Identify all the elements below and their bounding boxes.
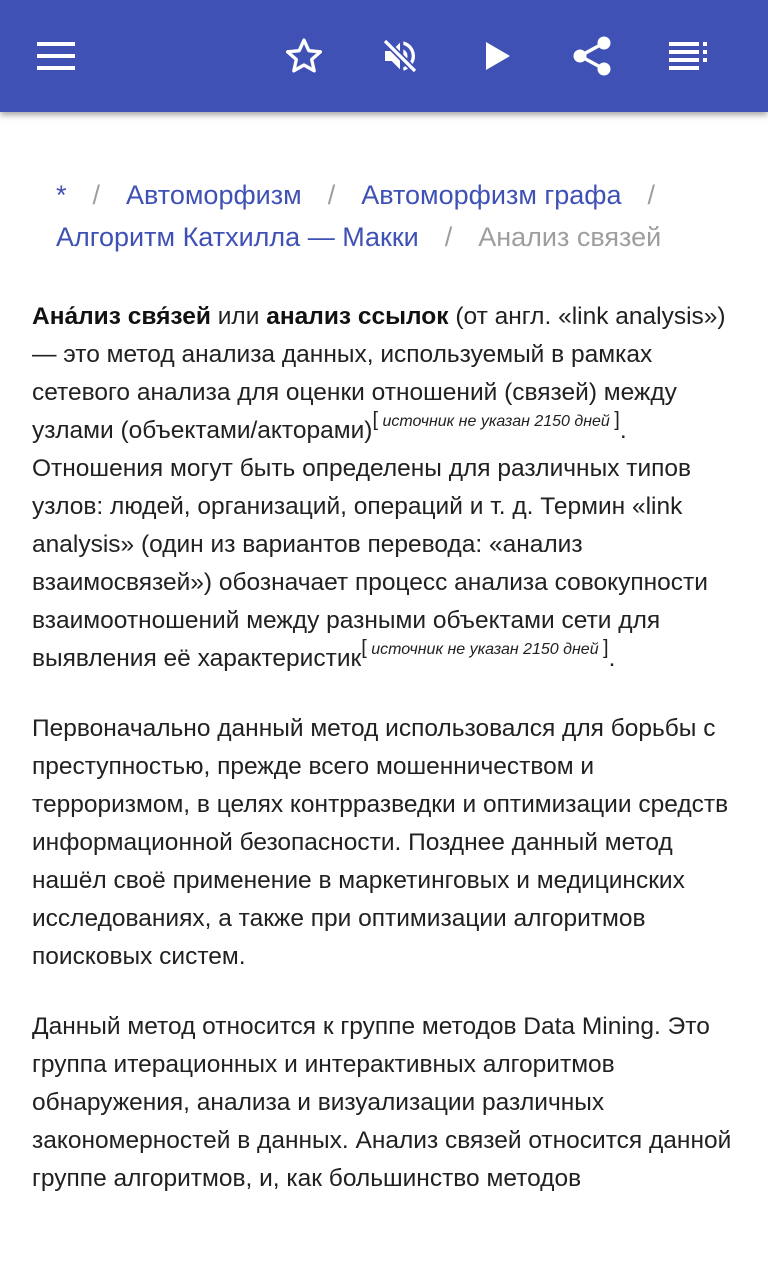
paragraph-1 (32, 298, 732, 678)
text-or: или (210, 303, 267, 330)
article-body (32, 298, 732, 1230)
breadcrumb-item-cuthill-mckee[interactable]: Алгоритм Катхилла — Макки (56, 222, 419, 252)
volume-off-icon (380, 36, 420, 76)
term-reference-analysis: анализ ссылок (266, 303, 449, 330)
breadcrumb-item-root[interactable]: * (56, 180, 67, 210)
paragraph-1-text-b: . Отношения могут быть определены для различных типов узлов: людей, организаций, операций и т. д. Термин «link analysis» (один из вариантов перевода: «анализ взаимосвязей») обозначает процесс анализа совокупности взаимоотношений между разными объектами сети для выявления её характеристик (32, 417, 708, 672)
breadcrumb-current: Анализ связей (478, 222, 662, 252)
breadcrumb-separator: / (647, 180, 656, 210)
article-content (0, 112, 768, 1280)
app-toolbar (0, 0, 768, 112)
share-icon (572, 35, 612, 77)
breadcrumb-separator: / (92, 180, 101, 210)
toc-icon (669, 42, 707, 70)
citation-needed[interactable]: [ источник не указан 2150 дней ] (361, 637, 609, 659)
share-button[interactable] (564, 28, 620, 84)
toc-button[interactable] (660, 28, 716, 84)
play-icon (483, 40, 513, 72)
citation-text: источник не указан 2150 дней (382, 413, 610, 430)
star-icon (284, 36, 324, 76)
breadcrumb-item-automorphism[interactable]: Автоморфизм (126, 180, 302, 210)
paragraph-3: Данный метод относится к группе методов Data Mining. Это группа итерационных и интерактивных алгоритмов обнаружения, анализа и визуализации различных закономерностей в данных. Анализ связей относится данной группе алгоритмов, и, как большинство методов (32, 1013, 732, 1192)
play-button[interactable] (470, 28, 526, 84)
breadcrumb (56, 174, 736, 258)
paragraph-1-text-c: . (608, 645, 616, 672)
citation-text: источник не указан 2150 дней (371, 641, 599, 658)
mute-button[interactable] (372, 28, 428, 84)
menu-button[interactable] (28, 28, 84, 84)
favorite-button[interactable] (276, 28, 332, 84)
paragraph-2: Первоначально данный метод использовался для борьбы с преступностью, прежде всего мошенничеством и терроризмом, в целях контрразведки и оптимизации средств информационной безопасности. Позднее данный метод нашёл своё применение в маркетинговых и медицинских исследованиях, а также при оптимизации алгоритмов поисковых систем. (32, 715, 729, 970)
menu-icon (37, 42, 75, 70)
breadcrumb-separator: / (327, 180, 336, 210)
term-link-analysis: Ана́лиз свя́зей (32, 303, 211, 330)
citation-needed[interactable]: [ источник не указан 2150 дней ] (372, 409, 620, 431)
paragraph-1-text-a: (от англ. «link analysis») — это метод анализа данных, используемый в рамках сетевого анализа для оценки отношений (связей) между узлами (объектами/акторами) (32, 303, 726, 444)
breadcrumb-item-graph-automorphism[interactable]: Автоморфизм графа (361, 180, 622, 210)
breadcrumb-separator: / (444, 222, 453, 252)
